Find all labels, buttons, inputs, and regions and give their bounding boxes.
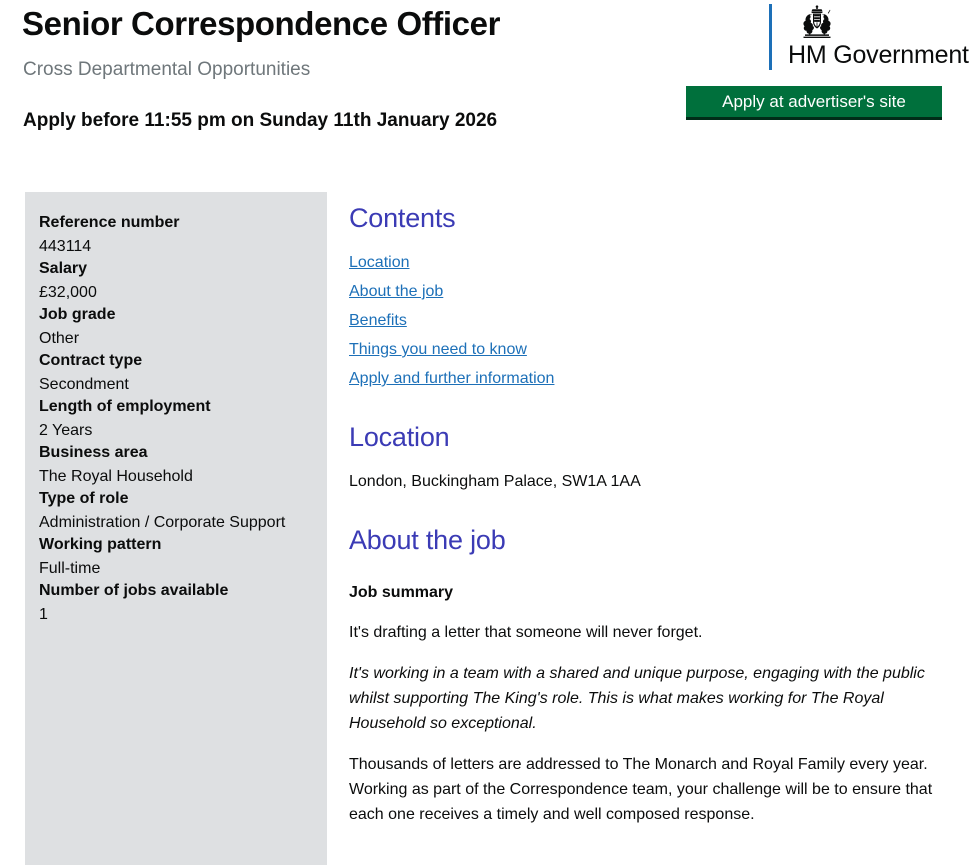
meta-term: Number of jobs available — [39, 582, 229, 599]
meta-value: 1 — [39, 606, 48, 623]
meta-term: Salary — [39, 260, 88, 277]
page-subtitle: Cross Departmental Opportunities — [23, 59, 311, 80]
meta-term: Business area — [39, 444, 148, 461]
contents-link-location[interactable]: Location — [349, 254, 410, 271]
apply-at-advertisers-site-button[interactable]: Apply at advertiser's site — [686, 86, 942, 120]
contents-link-things-you-need-to-know[interactable]: Things you need to know — [349, 341, 527, 358]
job-summary-heading: Job summary — [349, 584, 454, 601]
meta-item — [39, 488, 309, 534]
royal-crest-icon — [788, 4, 969, 40]
meta-item — [39, 350, 309, 396]
meta-value: The Royal Household — [39, 468, 193, 485]
hm-government-wordmark: HM Government — [788, 41, 969, 69]
job-summary-paragraph-1: It's drafting a letter that someone will never forget. — [349, 624, 703, 641]
meta-term: Job grade — [39, 306, 116, 323]
contents-heading: Contents — [349, 203, 456, 233]
meta-term: Working pattern — [39, 536, 162, 553]
meta-value: 443114 — [39, 238, 92, 255]
meta-item — [39, 258, 309, 304]
list-item — [349, 337, 949, 362]
meta-item — [39, 396, 309, 442]
meta-value: £32,000 — [39, 284, 97, 301]
meta-term: Contract type — [39, 352, 143, 369]
meta-value: Other — [39, 330, 80, 347]
meta-item — [39, 304, 309, 350]
list-item — [349, 250, 949, 275]
contents-link-benefits[interactable]: Benefits — [349, 312, 407, 329]
meta-term: Type of role — [39, 490, 129, 507]
job-summary-paragraph-2: It's working in a team with a shared and unique purpose, engaging with the public whilst supporting The King's role. This is what makes working for The Royal Household so exceptional. — [349, 665, 925, 732]
location-heading: Location — [349, 422, 450, 452]
contents-list — [349, 250, 949, 391]
application-deadline: Apply before 11:55 pm on Sunday 11th January 2026 — [23, 110, 498, 131]
main-content — [349, 192, 949, 827]
job-metadata-sidebar — [25, 192, 327, 865]
page-title: Senior Correspondence Officer — [22, 5, 501, 42]
page-header — [0, 0, 980, 178]
list-item — [349, 308, 949, 333]
list-item — [349, 279, 949, 304]
meta-value: Full-time — [39, 560, 101, 577]
meta-item — [39, 442, 309, 488]
meta-value: Administration / Corporate Support — [39, 514, 286, 531]
meta-value: 2 Years — [39, 422, 93, 439]
about-the-job-heading: About the job — [349, 525, 506, 555]
meta-item — [39, 580, 309, 626]
hm-government-logo — [769, 4, 969, 70]
contents-link-about-the-job[interactable]: About the job — [349, 283, 444, 300]
meta-term: Length of employment — [39, 398, 211, 415]
job-summary-paragraph-3: Thousands of letters are addressed to The Monarch and Royal Family every year. Working as part of the Correspondence team, your challenge will be to ensure that each one receives a timely and well composed response. — [349, 756, 933, 823]
location-value: London, Buckingham Palace, SW1A 1AA — [349, 473, 641, 490]
list-item — [349, 366, 949, 391]
meta-item — [39, 534, 309, 580]
contents-link-apply-and-further-information[interactable]: Apply and further information — [349, 370, 555, 387]
meta-item — [39, 212, 309, 258]
meta-value: Secondment — [39, 376, 129, 393]
meta-term: Reference number — [39, 214, 180, 231]
page-body — [0, 192, 980, 865]
